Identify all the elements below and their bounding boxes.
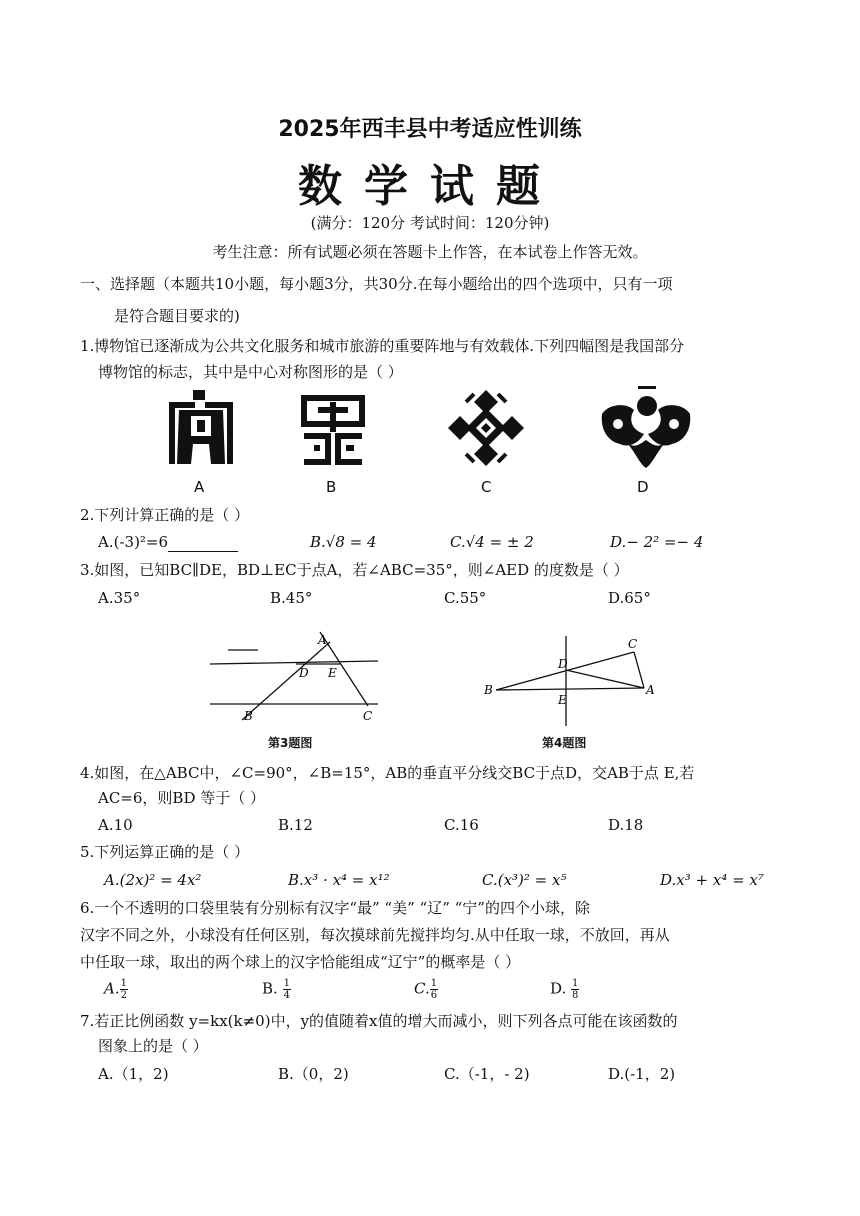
- q6-option-a: [104, 978, 128, 1001]
- q3-stem: 3.如图，已知BC∥DE，BD⊥EC于点A，若∠ABC=35°，则∠AED 的度数是（ ）: [80, 561, 629, 579]
- q4-stem-line1: 4.如图，在△ABC中，∠C=90°，∠B=15°，AB的垂直平分线交BC于点D，交AB于点 E,若: [80, 764, 695, 782]
- q2-stem: 2.下列计算正确的是（ ）: [80, 506, 250, 524]
- q4-option-a: A.10: [98, 816, 133, 834]
- q4-stem-line2: AC=6，则BD 等于（ ）: [98, 789, 266, 807]
- q4-option-c: C.16: [444, 816, 479, 834]
- q3-option-d: D.65°: [608, 589, 651, 607]
- q6-stem-line2: 汉字不同之外，小球没有任何区别，每次摸球前先搅拌均匀.从中任取一球，不放回，再从: [80, 926, 670, 944]
- q6-option-a-label: A.: [104, 979, 120, 998]
- point-label-c: C: [363, 709, 373, 723]
- q1-stem-line2: 博物馆的标志，其中是中心对称图形的是（ ）: [98, 363, 403, 381]
- q6-stem-line3: 中任取一球，取出的两个球上的汉字恰能组成“辽宁”的概率是（ ）: [80, 953, 521, 971]
- fraction-denominator: 6: [430, 990, 438, 1001]
- fraction-numerator: 1: [283, 978, 290, 989]
- exam-title: 2025年西丰县中考适应性训练: [278, 117, 582, 142]
- q6-option-c: [414, 978, 438, 1001]
- fraction-denominator: 2: [120, 990, 127, 1001]
- point-label-e: E: [328, 666, 337, 680]
- q6-option-c-label: C.: [414, 979, 430, 998]
- q1-label-b: B: [326, 478, 337, 496]
- section-heading-line1: 一、选择题（本题共10小题，每小题3分，共30分.在每小题给出的四个选项中，只有一项: [80, 275, 673, 293]
- q3-option-a: A.35°: [98, 589, 141, 607]
- q7-stem-line1: 7.若正比例函数 y=kx(k≠0)中，y的值随着x值的增大而减小，则下列各点可能在该函数的: [80, 1012, 678, 1030]
- q5-option-b: B.x³ · x⁴ = x¹²: [288, 871, 390, 889]
- fraction-numerator: 1: [120, 978, 127, 989]
- museum-logo-c: [444, 388, 528, 468]
- point-label-b: B: [244, 709, 253, 723]
- fraction-numerator: 1: [430, 978, 438, 989]
- point-label-a: A: [646, 683, 655, 697]
- museum-logo-b: [298, 392, 368, 468]
- q4-option-b: B.12: [278, 816, 313, 834]
- point-label-a: A: [318, 633, 327, 647]
- q2-option-a-text: A.(-3)²=6: [98, 533, 169, 551]
- q4-figure: [478, 632, 668, 728]
- q1-label-c: C: [481, 478, 492, 496]
- q2-option-b: B.√8 = 4: [310, 533, 377, 551]
- museum-logo-a: [165, 388, 237, 468]
- point-label-d: D: [299, 666, 309, 680]
- fraction-numerator: 1: [572, 978, 579, 989]
- answer-underline: [168, 536, 238, 552]
- q1-stem-line1: 1.博物馆已逐渐成为公共文化服务和城市旅游的重要阵地与有效载体.下列四幅图是我国部分: [80, 337, 685, 355]
- q3-option-b: B.45°: [270, 589, 313, 607]
- q4-figure-caption: 第4题图: [542, 736, 587, 750]
- q2-option-d: D.− 2² =− 4: [610, 533, 704, 551]
- q6-stem-line1: 6.一个不透明的口袋里装有分别标有汉字“最” “美” “辽” “宁”的四个小球，除: [80, 899, 590, 917]
- q7-option-d: D.(-1，2): [608, 1065, 676, 1083]
- point-label-e: E: [558, 693, 567, 707]
- exam-notice: 考生注意：所有试题必须在答题卡上作答，在本试卷上作答无效。: [212, 243, 648, 261]
- museum-logo-d: [598, 384, 694, 470]
- q3-figure: [200, 628, 390, 726]
- fraction-denominator: 4: [283, 990, 290, 1001]
- exam-info: (满分：120分 考试时间：120分钟): [310, 214, 550, 232]
- q7-option-b: B.（0，2): [278, 1065, 349, 1083]
- q3-figure-caption: 第3题图: [268, 736, 313, 750]
- q6-option-b: [262, 978, 291, 1001]
- q7-option-c: C.（-1，- 2): [444, 1065, 530, 1083]
- q6-option-b-label: B.: [262, 979, 278, 998]
- q1-label-d: D: [637, 478, 649, 496]
- q5-stem: 5.下列运算正确的是（ ）: [80, 843, 250, 861]
- section-heading-line2: 是符合题目要求的): [114, 307, 240, 325]
- q5-option-a: A.(2x)² = 4x²: [104, 871, 202, 889]
- q4-option-d: D.18: [608, 816, 644, 834]
- q6-option-d-label: D.: [550, 979, 567, 998]
- q5-option-d: D.x³ + x⁴ = x⁷: [660, 871, 764, 889]
- q7-option-a: A.（1，2): [98, 1065, 169, 1083]
- subject-title: 数学试题: [298, 161, 562, 212]
- fraction-denominator: 8: [572, 990, 579, 1001]
- point-label-d: D: [558, 657, 568, 671]
- q7-stem-line2: 图象上的是（ ）: [98, 1037, 208, 1055]
- q1-label-a: A: [194, 478, 205, 496]
- q5-option-c: C.(x³)² = x⁵: [482, 871, 567, 889]
- q2-option-c: C.√4 = ± 2: [450, 533, 534, 551]
- point-label-c: C: [628, 637, 638, 651]
- q2-option-a: [98, 532, 238, 552]
- point-label-b: B: [484, 683, 493, 697]
- q6-option-d: [550, 978, 579, 1001]
- q3-option-c: C.55°: [444, 589, 487, 607]
